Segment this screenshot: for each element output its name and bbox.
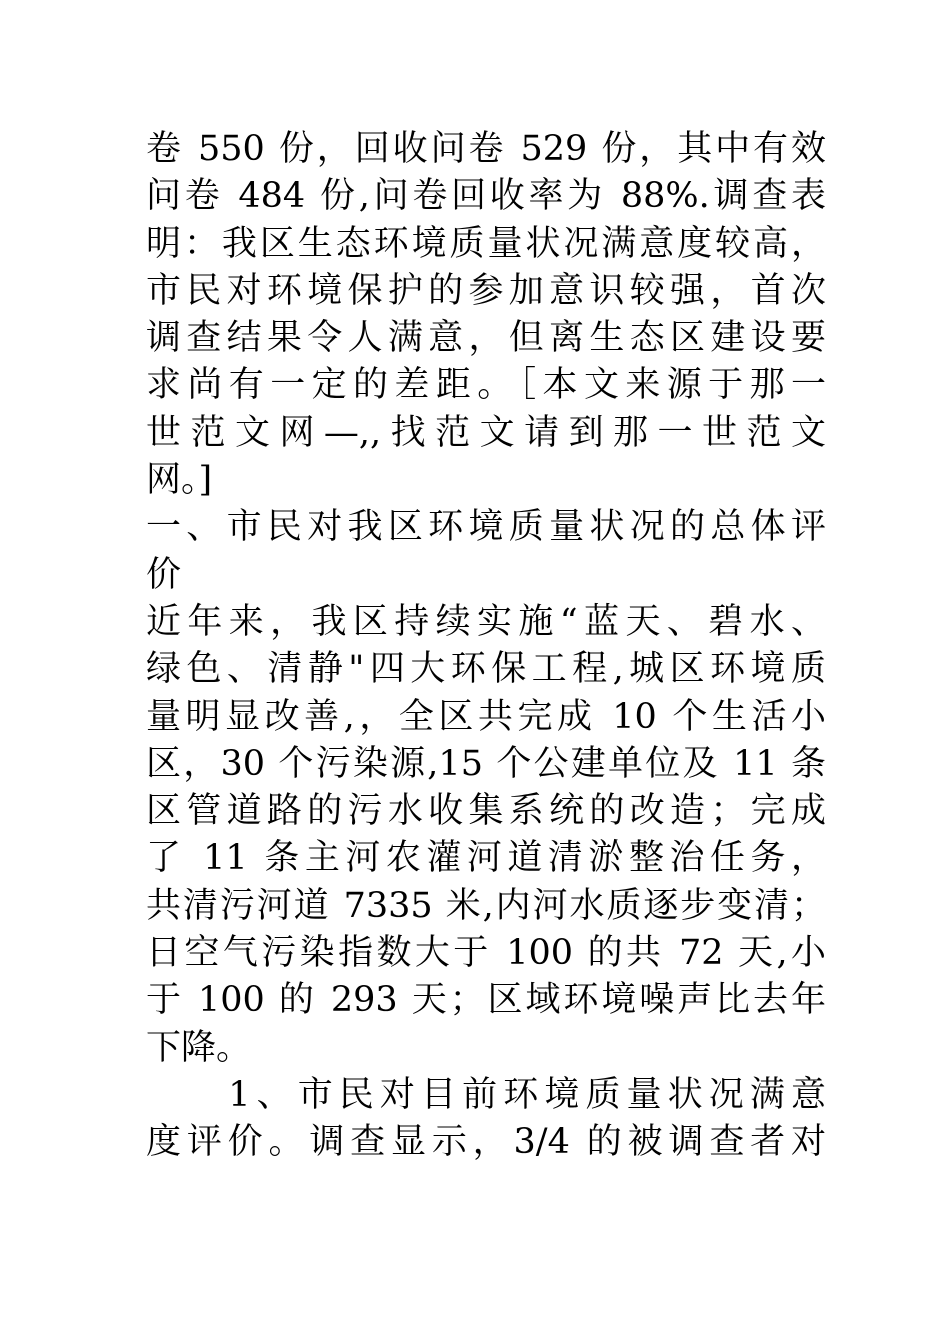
text-line: 区，30 个污染源,15 个公建单位及 11 条	[146, 743, 826, 784]
text-line: 区管道路的污水收集系统的改造；完成	[146, 791, 826, 832]
text-line: 度评价。调查显示，3/4 的被调查者对	[146, 1122, 826, 1163]
text-line: 网。]	[146, 460, 213, 501]
text-line: 近年来，我区持续实施“蓝天、碧水、	[146, 601, 826, 642]
section-heading-line: 一、市民对我区环境质量状况的总体评	[146, 507, 826, 548]
text-line: 绿色、清静"四大环保工程,城区环境质	[146, 649, 826, 690]
document-body	[146, 126, 826, 1167]
text-line: 调查结果令人满意，但离生态区建设要	[146, 318, 826, 359]
text-line: 市民对环境保护的参加意识较强，首次	[146, 270, 826, 311]
text-line: 求尚有一定的差距。［本文来源于那一	[146, 365, 826, 406]
text-line: 下降。	[146, 1027, 252, 1068]
section-heading-line: 价	[146, 554, 182, 595]
text-line: 日空气污染指数大于 100 的共 72 天,小	[146, 933, 826, 974]
text-line: 问卷 484 份,问卷回收率为 88%.调查表	[146, 176, 826, 217]
text-line: 量明显改善,，全区共完成 10 个生活小	[146, 696, 826, 737]
text-line: 世范文网—,,找范文请到那一世范文	[146, 412, 826, 453]
text-line: 明：我区生态环境质量状况满意度较高，	[146, 223, 826, 264]
text-line: 共清污河道 7335 米,内河水质逐步变清；	[146, 885, 826, 926]
text-line: 于 100 的 293 天；区域环境噪声比去年	[146, 980, 826, 1021]
subsection-line: 1、市民对目前环境质量状况满意	[146, 1074, 826, 1115]
text-line: 卷 550 份，回收问卷 529 份，其中有效	[146, 129, 826, 169]
text-line: 了 11 条主河农灌河道清淤整治任务，	[146, 838, 826, 879]
